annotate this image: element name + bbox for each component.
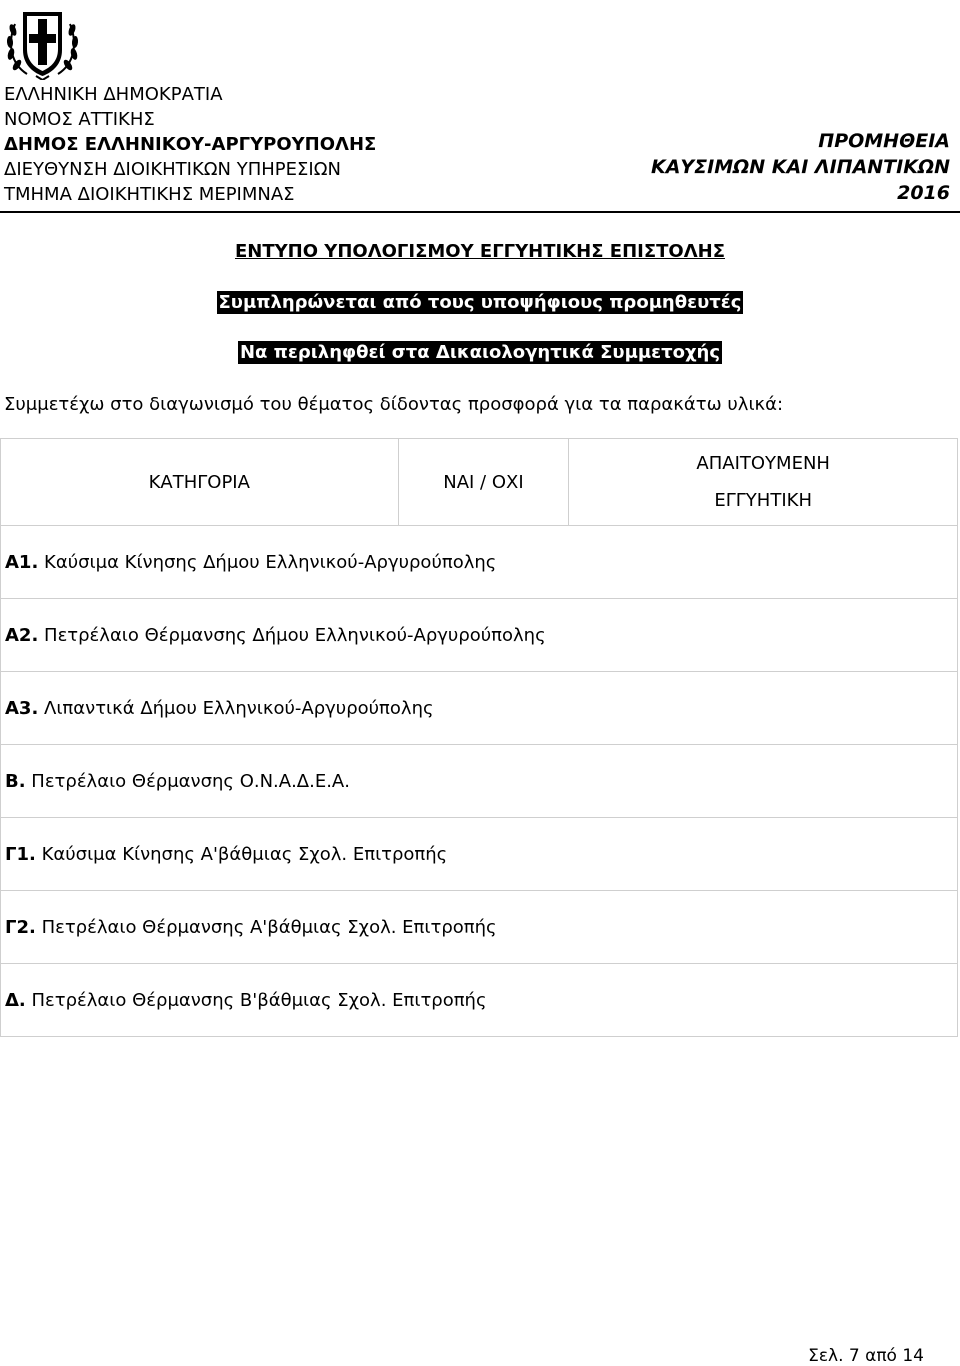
category-cell bbox=[1, 891, 958, 964]
header-divider bbox=[0, 211, 960, 213]
category-cell bbox=[1, 526, 958, 599]
materials-table bbox=[0, 438, 958, 1037]
category-label: Πετρέλαιο Θέρμανσης Β'βάθμιας Σχολ. Επιτροπής bbox=[31, 989, 487, 1011]
category-label: Καύσιμα Κίνησης Δήμου Ελληνικού-Αργυρούπολης bbox=[44, 551, 497, 573]
category-cell bbox=[1, 745, 958, 818]
header-guarantee-line-2: ΕΓΓΥΗΤΙΚΗ bbox=[714, 490, 812, 511]
category-label: Πετρέλαιο Θέρμανσης Ο.Ν.Α.Δ.Ε.Α. bbox=[31, 770, 350, 792]
greek-state-emblem-icon bbox=[5, 6, 80, 80]
table-row bbox=[1, 672, 958, 745]
notice-documents bbox=[0, 342, 960, 363]
notice-suppliers-text: Συμπληρώνεται από τους υποψήφιους προμηθευτές bbox=[218, 292, 742, 313]
table-row bbox=[1, 526, 958, 599]
form-title: ΕΝΤΥΠΟ ΥΠΟΛΟΓΙΣΜΟΥ ΕΓΓΥΗΤΙΚΗΣ ΕΠΙΣΤΟΛΗΣ bbox=[234, 241, 726, 262]
municipality-line: ΔΗΜΟΣ ΕΛΛΗΝΙΚΟΥ-ΑΡΓΥΡΟΥΠΟΛΗΣ bbox=[4, 134, 377, 155]
table-row bbox=[1, 745, 958, 818]
participation-statement: Συμμετέχω στο διαγωνισμό του θέματος δίδοντας προσφορά για τα παρακάτω υλικά: bbox=[4, 394, 784, 415]
page-number: Σελ. 7 από 14 bbox=[808, 1346, 924, 1366]
category-cell bbox=[1, 599, 958, 672]
table-row bbox=[1, 599, 958, 672]
category-label: Καύσιμα Κίνησης Α'βάθμιας Σχολ. Επιτροπής bbox=[41, 843, 448, 865]
country-line: ΕΛΛΗΝΙΚΗ ΔΗΜΟΚΡΑΤΙΑ bbox=[4, 84, 223, 105]
header-guarantee-line-1: ΑΠΑΙΤΟΥΜΕΝΗ bbox=[696, 453, 830, 474]
category-cell bbox=[1, 818, 958, 891]
header-required-guarantee bbox=[569, 439, 958, 526]
category-label: Λιπαντικά Δήμου Ελληνικού-Αργυρούπολης bbox=[44, 697, 434, 719]
category-label: Πετρέλαιο Θέρμανσης Α'βάθμιας Σχολ. Επιτροπής bbox=[41, 916, 497, 938]
category-code: Δ. bbox=[5, 989, 26, 1011]
category-code: Α3. bbox=[5, 697, 39, 719]
project-title-block bbox=[651, 128, 950, 206]
header-yes-no: ΝΑΙ / ΟΧΙ bbox=[398, 439, 569, 526]
category-cell bbox=[1, 672, 958, 745]
issuing-authority-block bbox=[4, 82, 376, 207]
category-code: Γ2. bbox=[5, 916, 36, 938]
department-line: ΤΜΗΜΑ ΔΙΟΙΚΗΤΙΚΗΣ ΜΕΡΙΜΝΑΣ bbox=[4, 184, 295, 205]
project-year: 2016 bbox=[897, 182, 950, 204]
prefecture-line: ΝΟΜΟΣ ΑΤΤΙΚΗΣ bbox=[4, 109, 155, 130]
category-cell bbox=[1, 964, 958, 1037]
header-category: ΚΑΤΗΓΟΡΙΑ bbox=[1, 439, 399, 526]
table-row bbox=[1, 964, 958, 1037]
project-title-line-2: ΚΑΥΣΙΜΩΝ ΚΑΙ ΛΙΠΑΝΤΙΚΩΝ bbox=[650, 156, 950, 178]
category-code: Α1. bbox=[5, 551, 39, 573]
notice-suppliers bbox=[0, 292, 960, 313]
category-code: Β. bbox=[5, 770, 26, 792]
table-row bbox=[1, 818, 958, 891]
notice-documents-text: Να περιληφθεί στα Δικαιολογητικά Συμμετοχής bbox=[239, 342, 721, 363]
table-header-row bbox=[1, 439, 958, 526]
directorate-line: ΔΙΕΥΘΥΝΣΗ ΔΙΟΙΚΗΤΙΚΩΝ ΥΠΗΡΕΣΙΩΝ bbox=[4, 159, 341, 180]
table-row bbox=[1, 891, 958, 964]
category-label: Πετρέλαιο Θέρμανσης Δήμου Ελληνικού-Αργυρούπολης bbox=[44, 624, 546, 646]
category-code: Γ1. bbox=[5, 843, 36, 865]
category-code: Α2. bbox=[5, 624, 39, 646]
project-title-line-1: ΠΡΟΜΗΘΕΙΑ bbox=[818, 130, 950, 152]
